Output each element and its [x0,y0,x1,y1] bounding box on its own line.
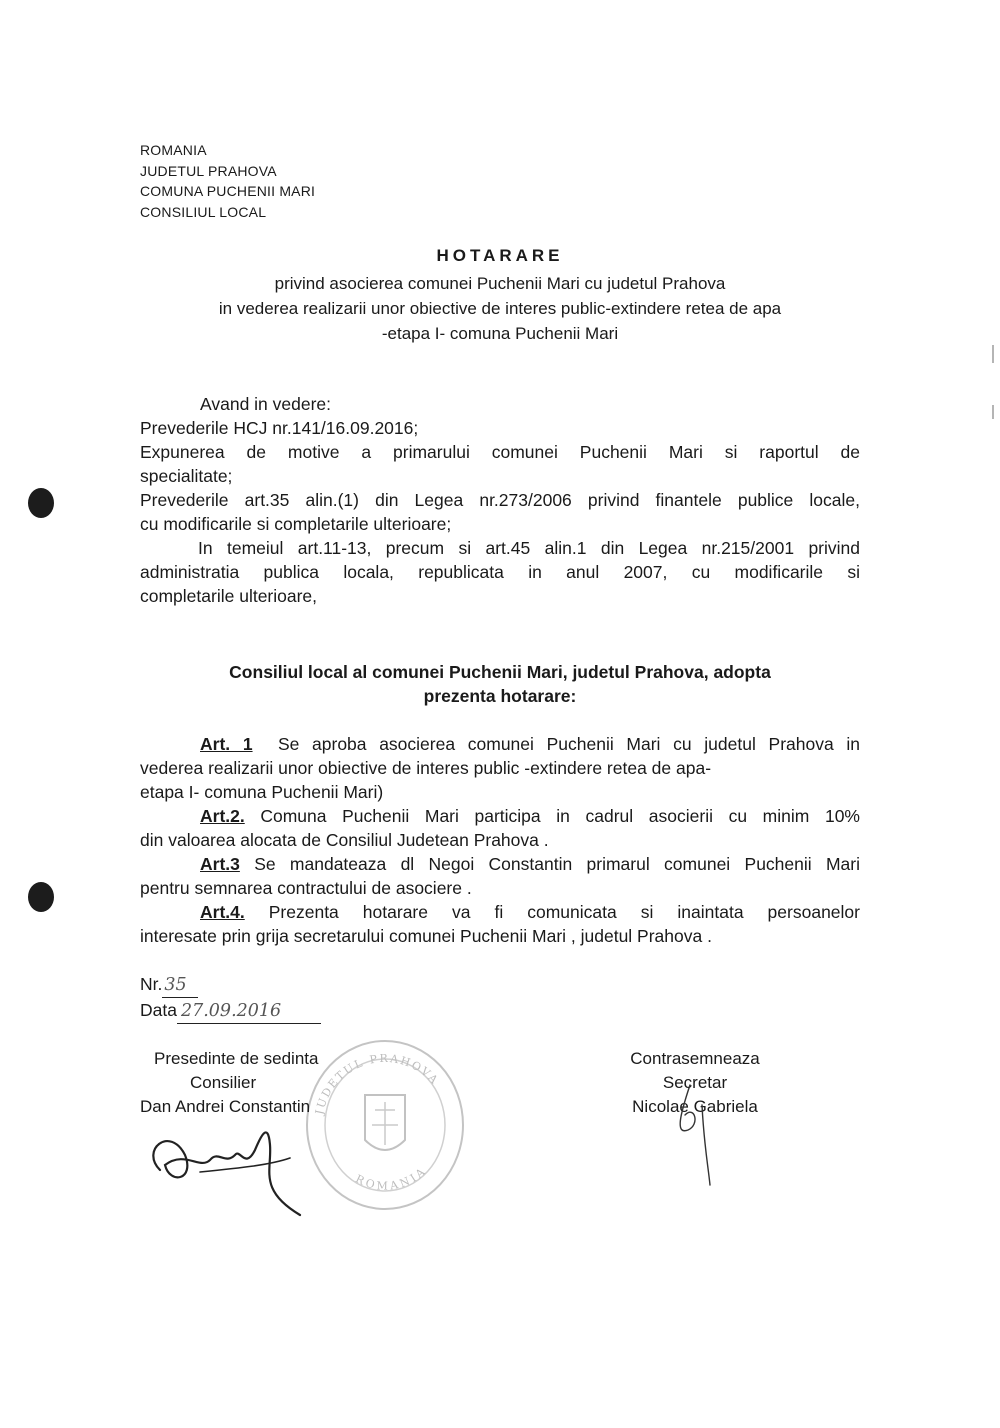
preamble-item-hcj: Prevederile HCJ nr.141/16.09.2016; [140,418,419,438]
registry-number [140,972,321,998]
article-2-text: Comuna Puchenii Mari participa in cadrul asocierii cu minim 10% [260,806,860,826]
secretary-title: Secretar [662,1073,728,1092]
preamble-item-law273-line-1: Prevederile art.35 alin.(1) din Legea nr.273/2006 privind finantele publice locale, [140,490,860,510]
article-2-line-2: din valoarea alocata de Consiliul Judetean Prahova . [140,830,549,850]
header-commune: COMUNA PUCHENII MARI [140,183,316,199]
president-title: Consilier [190,1073,257,1092]
registry-number-value: 35 [162,973,198,998]
adoption-statement [140,660,860,708]
stamp-outer-text: JUDETUL PRAHOVA [312,1051,442,1116]
subtitle-line-3: -etapa I- comuna Puchenii Mari [381,324,619,343]
articles [140,732,860,948]
svg-text:ROMANIA [353,1164,429,1193]
secretary-name: Nicolae Gabriela [632,1097,758,1116]
article-2-line-1 [140,804,860,828]
article-1-text: Se aproba asocierea comunei Puchenii Mari cu judetul Prahova in [277,734,861,754]
punch-hole-bottom [28,882,54,912]
coat-of-arms-icon [365,1095,405,1150]
article-1-label: Art. 1 [200,734,253,754]
article-3-label: Art.3 [200,854,240,874]
document-title: HOTARARE [436,246,564,265]
preamble-item-law215-line-3: completarile ulterioare, [140,586,318,606]
article-4-line-2: interesate prin grija secretarului comunei Puchenii Mari , judetul Prahova . [140,926,712,946]
subtitle-line-1: privind asocierea comunei Puchenii Mari cu judetul Prahova [274,274,726,293]
preamble-intro: Avand in vedere: [200,394,332,414]
registry-block [140,972,321,1024]
svg-text:JUDETUL PRAHOVA [313,1052,442,1117]
preamble-item-law215-line-2: administratia publica locala, republicata in anul 2007, cu modificarile si [140,562,860,582]
registry-number-label: Nr. [140,974,163,994]
registry-date [140,998,321,1024]
preamble-item-law273-line-2: cu modificarile si completarile ulterioare; [140,514,452,534]
article-4-text: Prezenta hotarare va fi comunicata si inaintata persoanelor [268,902,860,922]
article-3-line-2: pentru semnarea contractului de asociere . [140,878,472,898]
document-header [140,140,315,222]
article-2-label: Art.2. [200,806,245,826]
article-1-line-1 [140,732,860,756]
registry-date-label: Data [140,1000,177,1020]
preamble-item-motive-line-1: Expunerea de motive a primarului comunei Puchenii Mari si raportul de [140,442,860,462]
preamble-item-law215-line-1: In temeiul art.11-13, precum si art.45 alin.1 din Legea nr.215/2001 privind [198,538,860,558]
article-3-text: Se mandateaza dl Negoi Constantin primarul comunei Puchenii Mari [254,854,860,874]
article-3-line-1 [140,852,860,876]
handwritten-signature-right [660,1075,720,1195]
document-subtitle [0,271,1000,346]
article-1-line-3: etapa I- comuna Puchenii Mari) [140,782,384,802]
adoption-line-1: Consiliul local al comunei Puchenii Mari, judetul Prahova, adopta [229,662,771,682]
stamp-bottom-text: ROMANIA [353,1163,430,1193]
preamble [140,392,860,608]
article-4-label: Art.4. [200,902,245,922]
secretary-role: Contrasemneaza [630,1049,760,1068]
preamble-item-motive-line-2: specialitate; [140,466,233,486]
president-name: Dan Andrei Constantin [140,1097,311,1116]
subtitle-line-2: in vederea realizarii unor obiective de interes public-extindere retea de apa [218,299,782,318]
scan-mark [992,345,994,363]
registry-date-value: 27.09.2016 [177,999,321,1024]
article-1-line-2: vederea realizarii unor obiective de interes public -extindere retea de apa- [140,758,712,778]
header-country: ROMANIA [140,142,207,158]
adoption-line-2: prezenta hotarare: [423,686,577,706]
president-role: Presedinte de sedinta [154,1049,319,1068]
handwritten-signature-left [140,1110,340,1230]
header-county: JUDETUL PRAHOVA [140,162,277,179]
scan-mark [992,405,994,419]
header-council: CONSILIUL LOCAL [140,203,267,220]
article-4-line-1 [140,900,860,924]
signature-block-left [140,1047,318,1119]
punch-hole-top [28,488,54,518]
